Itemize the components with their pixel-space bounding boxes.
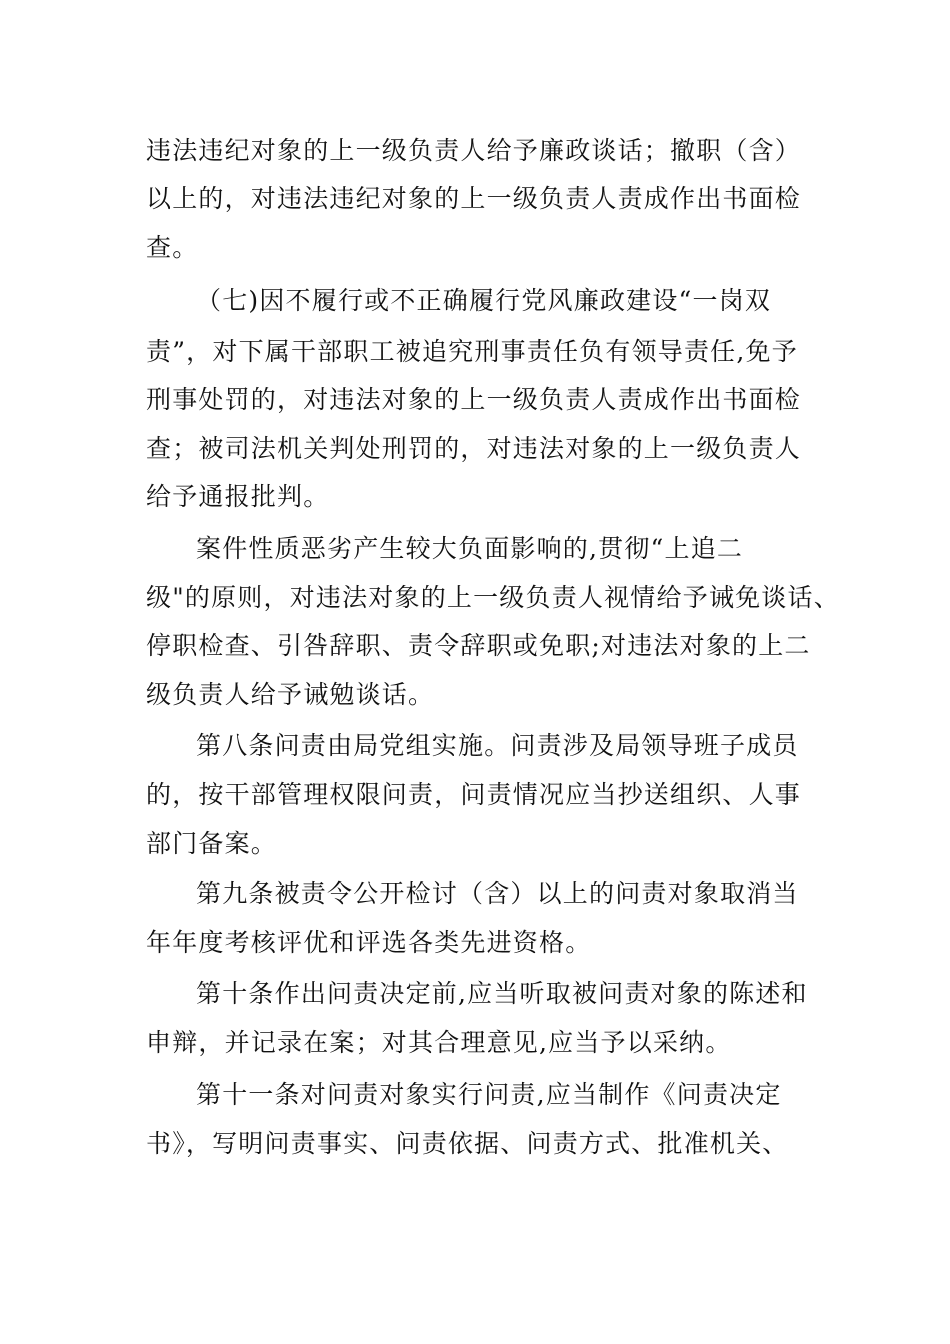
text-line: 查。 — [146, 233, 199, 262]
text-line: 以上的，对违法违纪对象的上一级负责人责成作出书面检 — [146, 184, 802, 213]
text-line: 申辩，并记录在案；对其合理意见,应当予以采纳。 — [146, 1028, 732, 1057]
paragraph-start-line: 第十一条对问责对象实行问责,应当制作《问责决定 — [196, 1080, 782, 1109]
text-line: 查；被司法机关判处刑罚的，对违法对象的上一级负责人 — [146, 434, 802, 463]
paragraph-start-line: 案件性质恶劣产生较大负面影响的,贯彻“上追二 — [196, 534, 744, 563]
text-line: 停职检查、引咎辞职、责令辞职或免职;对违法对象的上二 — [146, 631, 811, 660]
text-line: 年年度考核评优和评选各类先进资格。 — [146, 928, 592, 957]
text-line: 责”，对下属干部职工被追究刑事责任负有领导责任,免予 — [146, 337, 798, 366]
paragraph-start-line: （七)因不履行或不正确履行党风廉政建设“一岗双 — [196, 286, 772, 315]
text-line: 刑事处罚的，对违法对象的上一级负责人责成作出书面检 — [146, 385, 802, 414]
text-line: 级"的原则，对违法对象的上一级负责人视情给予诫免谈话、 — [146, 583, 840, 612]
text-line: 书》，写明问责事实、问责依据、问责方式、批准机关、 — [146, 1129, 789, 1158]
text-line: 违法违纪对象的上一级负责人给予廉政谈话；撤职（含） — [146, 136, 802, 165]
paragraph-start-line: 第八条问责由局党组实施。问责涉及局领导班子成员 — [196, 731, 799, 760]
text-line: 部门备案。 — [146, 829, 278, 858]
text-line: 级负责人给予诫勉谈话。 — [146, 680, 435, 709]
text-line: 给予通报批判。 — [146, 482, 330, 511]
paragraph-start-line: 第十条作出问责决定前,应当听取被问责对象的陈述和 — [196, 979, 808, 1008]
paragraph-start-line: 第九条被责令公开检讨（含）以上的问责对象取消当 — [196, 879, 799, 908]
text-line: 的，按干部管理权限问责，问责情况应当抄送组织、人事 — [146, 780, 802, 809]
